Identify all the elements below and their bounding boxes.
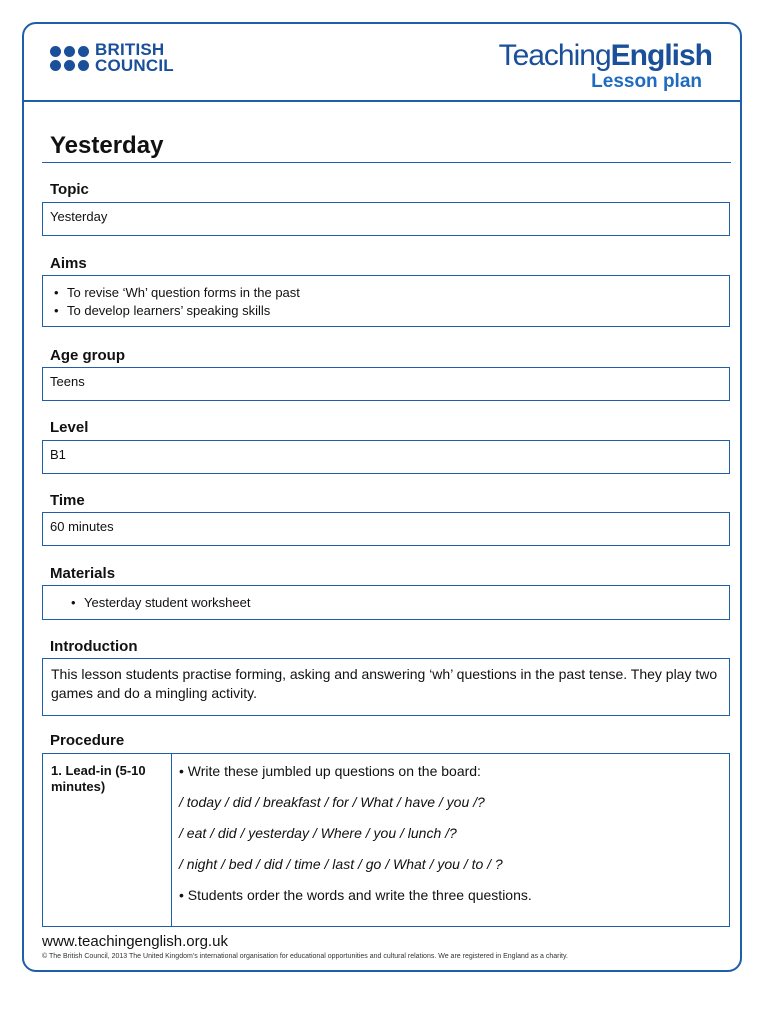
jumbled-question: / today / did / breakfast / for / What / have / you /? bbox=[179, 794, 485, 810]
time-box bbox=[42, 512, 730, 546]
aims-box bbox=[42, 275, 730, 327]
procedure-label: Procedure bbox=[50, 732, 125, 749]
british-council-logo bbox=[50, 42, 174, 74]
introduction-label: Introduction bbox=[50, 638, 138, 655]
procedure-stage: 1. Lead-in (5-10 minutes) bbox=[43, 754, 172, 926]
aims-item: • To develop learners’ speaking skills bbox=[67, 302, 722, 320]
level-label: Level bbox=[50, 419, 89, 436]
materials-label: Materials bbox=[50, 565, 116, 582]
level-box bbox=[42, 440, 730, 474]
topic-label: Topic bbox=[50, 181, 89, 198]
procedure-table bbox=[42, 753, 730, 927]
teaching-english-brand bbox=[499, 40, 712, 93]
logo-line-1: BRITISH bbox=[95, 40, 165, 59]
topic-value: Yesterday bbox=[50, 209, 108, 224]
age-group-value: Teens bbox=[50, 374, 85, 389]
lesson-plan-label: Lesson plan bbox=[591, 71, 702, 92]
footer-copyright: © The British Council, 2013 The United Kingdom’s international organisation for educational opportunities and cultural relations. We are registered in England as a charity. bbox=[42, 953, 568, 960]
time-label: Time bbox=[50, 492, 85, 509]
jumbled-question: / eat / did / yesterday / Where / you / lunch /? bbox=[179, 825, 457, 841]
footer-url: www.teachingenglish.org.uk bbox=[42, 933, 228, 950]
materials-item: • Yesterday student worksheet bbox=[84, 594, 722, 612]
brand-teaching: Teaching bbox=[498, 39, 611, 72]
logo-line-2: COUNCIL bbox=[95, 56, 174, 75]
procedure-steps bbox=[172, 754, 729, 926]
page-title: Yesterday bbox=[50, 132, 164, 159]
introduction-text: This lesson students practise forming, asking and answering ‘wh’ questions in the past tense. They play two games and do a mingling activity. bbox=[51, 666, 718, 701]
materials-box bbox=[42, 585, 730, 620]
age-group-box bbox=[42, 367, 730, 401]
level-value: B1 bbox=[50, 447, 66, 462]
title-divider bbox=[42, 162, 731, 163]
time-value: 60 minutes bbox=[50, 519, 114, 534]
brand-english: English bbox=[610, 39, 712, 72]
procedure-line: • Students order the words and write the three questions. bbox=[179, 887, 532, 903]
procedure-line: • Write these jumbled up questions on the board: bbox=[179, 763, 481, 779]
header-divider bbox=[22, 100, 742, 102]
logo-dots-icon bbox=[50, 46, 89, 71]
age-group-label: Age group bbox=[50, 347, 125, 364]
topic-box bbox=[42, 202, 730, 236]
aims-item: • To revise ‘Wh’ question forms in the past bbox=[67, 284, 722, 302]
aims-label: Aims bbox=[50, 255, 87, 272]
introduction-box bbox=[42, 658, 730, 716]
jumbled-question: / night / bed / did / time / last / go / What / you / to / ? bbox=[179, 856, 503, 872]
